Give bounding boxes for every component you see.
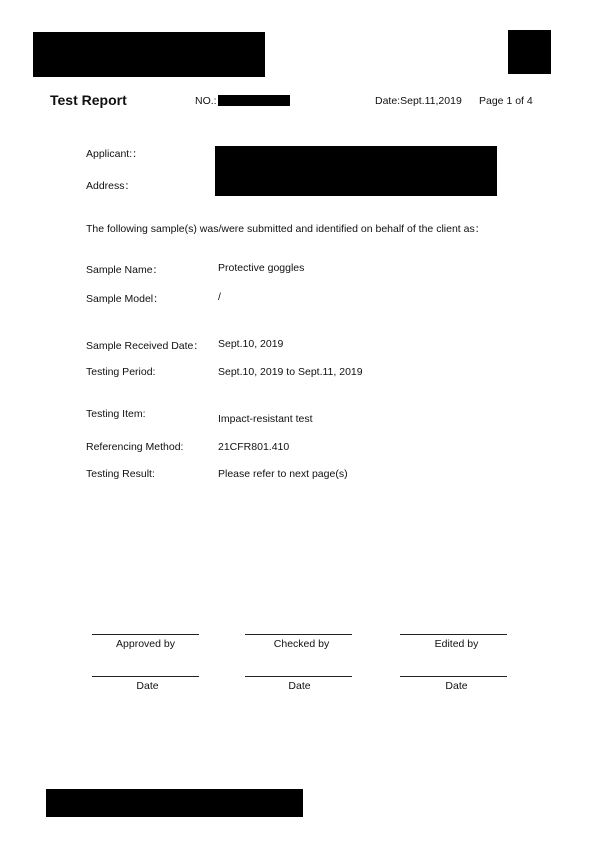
- received-date-label: Sample Received Date：: [86, 340, 204, 352]
- referencing-method-label: Referencing Method:: [86, 441, 184, 453]
- testing-period-label: Testing Period:: [86, 366, 156, 378]
- edited-date-line: [400, 676, 507, 677]
- redacted-footer: [46, 789, 303, 817]
- redacted-report-number: [218, 95, 290, 106]
- page-indicator: Page 1 of 4: [479, 95, 533, 107]
- edited-signature-line: [400, 634, 507, 635]
- referencing-method-value: 21CFR801.410: [218, 441, 290, 453]
- checked-by-label: Checked by: [273, 638, 330, 650]
- checked-signature-line: [245, 634, 352, 635]
- received-date-value: Sept.10, 2019: [218, 338, 284, 350]
- approved-date-label: Date: [136, 680, 159, 692]
- report-date: Date:Sept.11,2019: [375, 95, 462, 107]
- sample-model-value: /: [218, 291, 221, 303]
- testing-result-label: Testing Result:: [86, 468, 155, 480]
- testing-period-value: Sept.10, 2019 to Sept.11, 2019: [218, 366, 363, 378]
- report-title: Test Report: [50, 92, 127, 108]
- report-number-label: NO.:: [195, 95, 217, 107]
- redacted-company-logo: [33, 32, 265, 77]
- address-label: Address：: [86, 180, 136, 192]
- checked-date-label: Date: [288, 680, 311, 692]
- sample-name-value: Protective goggles: [218, 262, 305, 274]
- redacted-client-details: [215, 146, 497, 196]
- approved-date-line: [92, 676, 199, 677]
- edited-date-label: Date: [445, 680, 468, 692]
- applicant-label: Applicant:：: [86, 148, 143, 160]
- redacted-corner-mark: [508, 30, 551, 74]
- testing-result-value: Please refer to next page(s): [218, 468, 348, 480]
- sample-name-label: Sample Name：: [86, 264, 164, 276]
- intro-statement: The following sample(s) was/were submitted and identified on behalf of the client as：: [86, 223, 486, 235]
- sample-model-label: Sample Model：: [86, 293, 164, 305]
- edited-by-label: Edited by: [434, 638, 479, 650]
- checked-date-line: [245, 676, 352, 677]
- testing-item-value: Impact-resistant test: [218, 413, 313, 425]
- approved-signature-line: [92, 634, 199, 635]
- approved-by-label: Approved by: [116, 638, 175, 650]
- testing-item-label: Testing Item:: [86, 408, 146, 420]
